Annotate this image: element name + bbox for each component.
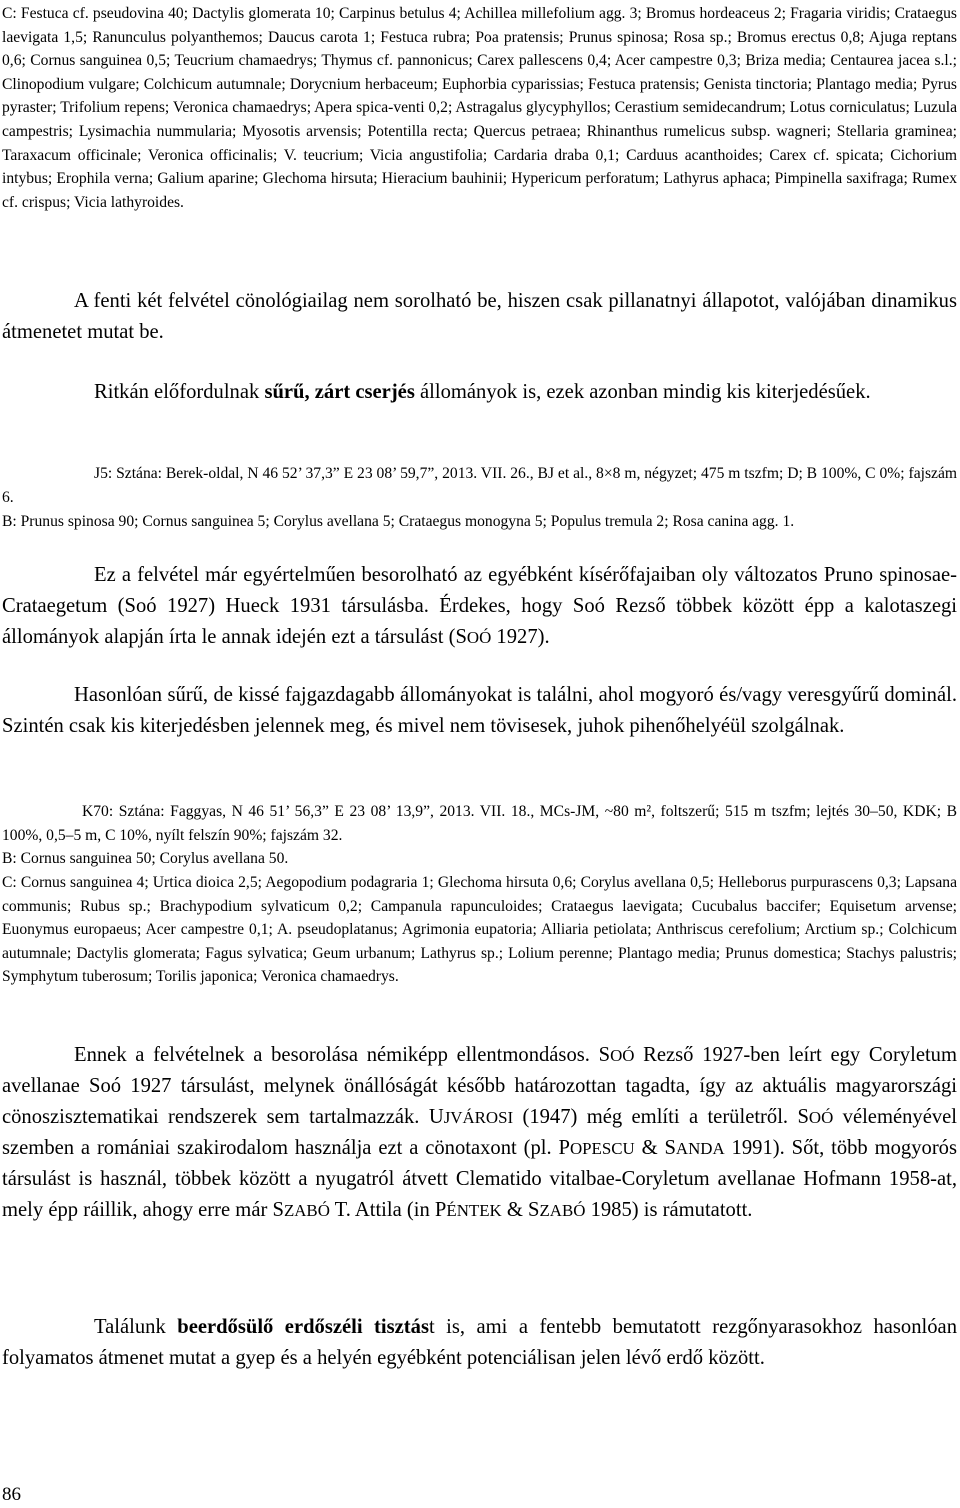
relevé-k70-header: K70: Sztána: Faggyas, N 46 51’ 56,3” E 23 08’ 13,9”, 2013. VII. 18., MCs-JM, ~80 m², foltszerű; 515 m tszfm; lejtés 30–50, KDK; B 100%, 0,5–5 m, C 10%, nyílt felszín 90%; fajszám 32. — [2, 803, 957, 844]
relevé-k70-c-layer: C: Cornus sanguinea 4; Urtica dioica 2,5; Aegopodium podagraria 1; Glechoma hirsuta 0,6; Corylus avellana 0,5; Helleborus purpurascens 0,3; Lapsana communis; Rubus sp.; Brachypodium sylvaticum 0,2; Campanula rapunculoides; Crataegus laevigata; Cucubalus baccifer; Equisetum arvense; Euonymus europaeus; Acer campestre 0,1; A. pseudoplatanus; Agrimonia eupatoria; Alliaria petiolata; Anthriscus cerefolium; Arctium sp.; Colchicum autumnale; Dactylis glomerata; Fagus sylvatica; Geum urbanum; Lathyrus sp.; Lolium perenne; Plantago media; Prunus domestica; Stachys palustris; Symphytum tuberosum; Torilis japonica; Veronica chamaedrys. — [2, 874, 957, 986]
paragraph-dense-shrubs: Ritkán előfordulnak sűrű, zárt cserjés állományok is, ezek azonban mindig kis kiterjedésűek. — [94, 381, 871, 403]
relevé-j5-b-layer: B: Prunus spinosa 90; Cornus sanguinea 5; Corylus avellana 5; Crataegus monogyna 5; Populus tremula 2; Rosa canina agg. 1. — [2, 513, 795, 530]
paragraph-coryletum: Ennek a felvételnek a besorolása némiképp ellentmondásos. SOÓ Rezső 1927-ben leírt egy Coryletum avellanae Soó 1927 társulást, melynek önállóságát később határozottan tagadta, így az aktuális magyarországi cönoszisztematikai rendszerek sem tartalmazzák. UJVÁROSI (1947) még említi a területről. SOÓ véleményével szemben a romániai szakirodalom használja ezt a cönotaxont (pl. POPESCU & SANDA 1991). Sőt, több mogyorós társulást is használ, többek között a nyugatról átvett Clematido vitalbae-Coryletum avellanae Hofmann 1958-at, mely épp ráillik, ahogy erre már SZABÓ T. Attila (in PÉNTEK & SZABÓ 1985) is rámutatott. — [2, 1044, 957, 1221]
paragraph-pruno-crataegetum: Ez a felvétel már egyértelműen besorolható az egyébként kísérőfajaiban oly változatos Pruno spinosae-Crataegetum (Soó 1927) Hueck 1931 társulásba. Érdekes, hogy Soó Rezső többek között épp a kalotaszegi állományok alapján írta le annak idején ezt a társulást (SOÓ 1927). — [2, 564, 957, 648]
paragraph-hazel-dogwood: Hasonlóan sűrű, de kissé fajgazdagabb állományokat is találni, ahol mogyoró és/vagy veresgyűrű dominál. Szintén csak kis kiterjedésben jelennek meg, és mivel nem tövisesek, juhok pihenőhelyéül szolgálnak. — [2, 684, 957, 737]
page-number: 86 — [2, 1484, 21, 1505]
relevé-c-species-list: C: Festuca cf. pseudovina 40; Dactylis glomerata 10; Carpinus betulus 4; Achillea millefolium agg. 3; Bromus hordeaceus 2; Fragaria viridis; Crataegus laevigata 1,5; Ranunculus polyanthemos; Daucus carota 1; Festuca rubra; Poa pratensis; Prunus spinosa; Rosa sp.; Bromus erectus 0,8; Ajuga reptans 0,6; Cornus sanguinea 0,5; Teucrium chamaedrys; Thymus cf. pannonicus; Carex pallescens 0,4; Acer campestre 0,3; Briza media; Centaurea jacea s.l.; Clinopodium vulgare; Colchicum autumnale; Dorycnium herbaceum; Euphorbia cyparissias; Festuca pratensis; Genista tinctoria; Plantago media; Pyrus pyraster; Trifolium repens; Veronica chamaedrys; Apera spica-venti 0,2; Astragalus glycyphyllos; Cerastium semidecandrum; Lotus corniculatus; Luzula campestris; Lysimachia nummularia; Myosotis arvensis; Potentilla recta; Quercus petraea; Rhinanthus rumelicus subsp. wagneri; Stellaria graminea; Taraxacum officinale; Veronica officinalis; V. teucrium; Vicia angustifolia; Cardaria draba 0,1; Carduus acanthoides; Carex cf. spicata; Cichorium intybus; Erophila verna; Galium aparine; Glechoma hirsuta; Hieracium bauhinii; Hypericum perforatum; Lathyrus aphaca; Pimpinella saxifraga; Rumex cf. crispus; Vicia lathyroides. — [2, 5, 957, 211]
bold-term: beerdősülő erdőszéli tisztás — [177, 1316, 429, 1338]
taxon-name: Clematido vitalbae-Coryletum avellanae — [455, 1168, 796, 1190]
relevé-j5-header: J5: Sztána: Berek-oldal, N 46 52’ 37,3” E 23 08’ 59,7”, 2013. VII. 26., BJ et al., 8×8 m, négyzet; 475 m tszfm; D; B 100%, C 0%; fajszám 6. — [2, 465, 957, 506]
relevé-k70-b-layer: B: Cornus sanguinea 50; Corylus avellana 50. — [2, 850, 289, 867]
paragraph-transition-note: A fenti két felvétel cönológiailag nem sorolható be, hiszen csak pillanatnyi állapotot, valójában dinamikus átmenetet mutat be. — [2, 290, 957, 343]
taxon-name: Coryletum avellanae — [2, 1044, 957, 1097]
paragraph-forest-edge-clearing: Találunk beerdősülő erdőszéli tisztást is, ami a fentebb bemutatott rezgőnyarasokhoz hasonlóan folyamatos átmenet mutat a gyep és a helyén egyébként potenciálisan jelen lévő erdő között. — [2, 1316, 957, 1369]
taxon-name: Pruno spinosae-Crataegetum — [2, 564, 957, 617]
bold-term: sűrű, zárt cserjés — [264, 381, 415, 403]
